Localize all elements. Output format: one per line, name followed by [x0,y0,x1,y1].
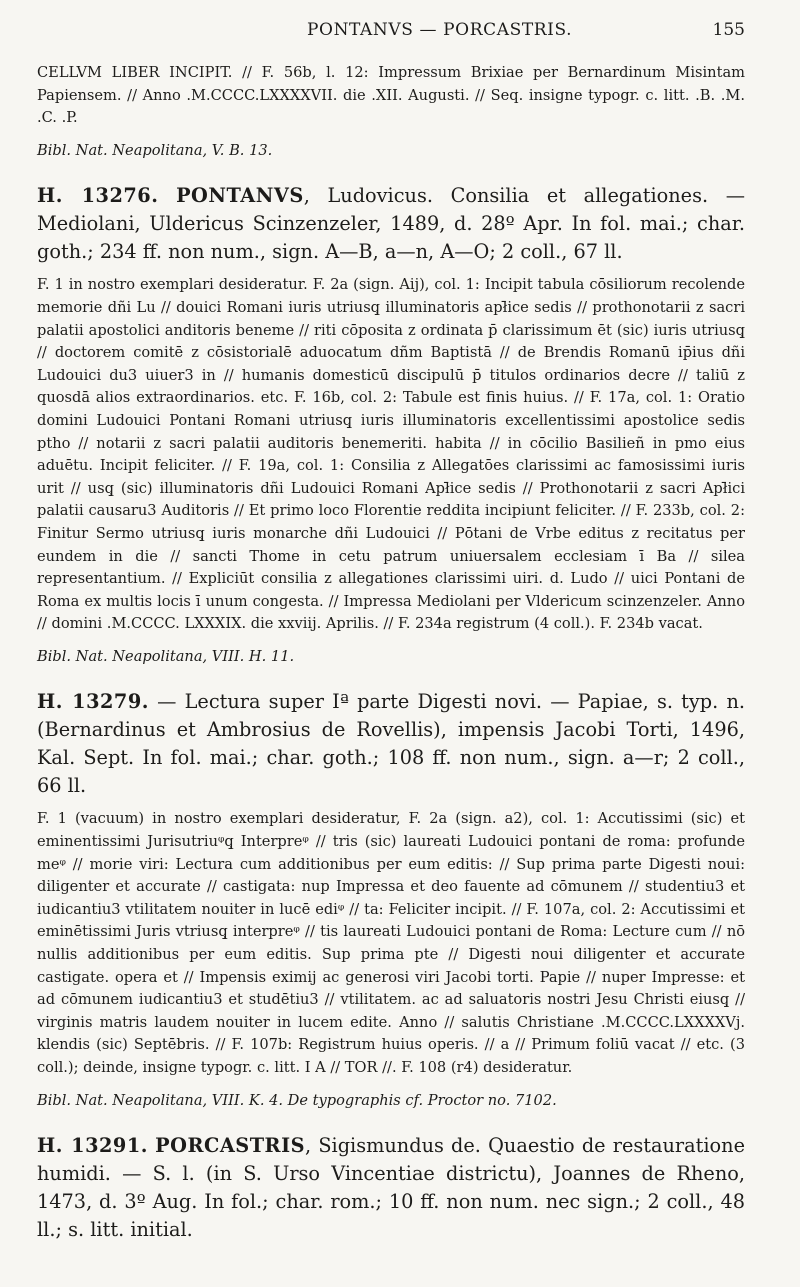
entry-13291-heading [37,1132,745,1244]
entry-13291-author: PORCASTRIS [155,1134,306,1158]
entry-13279-heading [37,688,745,800]
entry-13279-bibl: Bibl. Nat. Neapolitana, VIII. K. 4. De typographis cf. Proctor no. 7102. [37,1091,557,1109]
entry-13276-author: PONTANVS [176,184,304,208]
entry-13279-body: F. 1 (vacuum) in nostro exemplari desideratur, F. 2a (sign. a2), col. 1: Accutissimi (sic) et eminentissimi Jurisutriuᵠq̧ Interpreᵠ // tris (sic) laureati Ludouici pontani de roma: profunde meᵠ // morie viri: Lectura cum additionibus per eum editis: // Sup prima parte Digesti noui: diligenter et accurate // castigata: nup Impressa et deo fauente ad cōmunem // studentiu3 et iudicantiu3 vtilitatem nouiter in lucē ediᵠ // ta: Feliciter incipit. // F. 107a, col. 2: Accutissimi et eminētissimi Juris vtriusq̧ interpreᵠ // tis laureati Ludouici pontani de Roma: Lecture cum // nō nullis additionibus per eum editis. Sup prima pte // Digesti noui diligenter et accurate castigate. opera et // Impensis eximij ac generosi viri Jacobi torti. Papie // nuper Impresse: et ad cōmunem iudicantiu3 et studētiu3 // vtilitatem. ac ad saluatoris nostri Jesu Christi eiusq̧ // virginis matris laudem nouiter in lucem edite. Anno // salutis Christiane .M.CCCC.LXXXXVj. klendis (sic) Septēbris. // F. 107b: Registrum huius operis. // a // Primum foliū vacat // etc. (3 coll.); deinde, insigne typogr. c. litt. I A // TOR //. F. 108 (r4) desideratur. [37,810,745,1076]
entry-13276-number: H. 13276. [37,184,159,208]
page-number: 155 [712,20,745,40]
prev-entry-bibl: Bibl. Nat. Neapolitana, V. B. 13. [37,141,273,159]
running-title: PONTANVS — PORCASTRIS. [307,20,573,40]
entry-13276-bibl: Bibl. Nat. Neapolitana, VIII. H. 11. [37,647,295,665]
entry-13279-number: H. 13279. [37,690,149,714]
entry-13276-body: F. 1 in nostro exemplari desideratur. F. 2a (sign. Aij), col. 1: Incipit tabula cōsiliorum recolende memorie dñi Lu // douici Romani iuris utriusq̧ illuminatoris apł̄ice sedis // prothonotarii z sacri palatii apostolici anditoris beneme // riti cōposita z ordinata p̄ clarissimum ēt (sic) iuris utriusq̧ // doctorem comitē z cōsistorialē aduocatum dñm Baptistā // de Brendis Romanū ip̄ius dñi Ludouici du3 uiuer3 in // humanis domesticū discipulū p̄ titulos ordinarios decre // taliū z quosdā alios extraordinarios. etc. F. 16b, col. 2: Tabule est finis huius. // F. 17a, col. 1: Oratio domini Ludouici Pontani Romani utriusq̧ iuris illuminatoris excellentissimi apostolice sedis ptho // notarii z sacri palatii auditoris benemeriti. habita // in cōcilio Basilieñ in pmo eius aduētu. Incipit feliciter. // F. 19a, col. 1: Consilia z Allegatōes clarissimi ac famosissimi iuris urit // usq̧ (sic) illuminatoris dñi Ludouici Romani Apł̄ice sedis // Prothonotarii z sacri Apł̄ici palatii causaru3 Auditoris // Et primo loco Florentie reddita incipiunt feliciter. // F. 233b, col. 2: Finitur Sermo utriusq̧ iuris monarche dñi Ludouici // Pōtani de Vrbe editus z recitatus per eundem in die // sancti Thome in cetu patrum uniuersalem ecclesiam ī Ba // silea representantium. // Expliciūt consilia z allegationes clarissimi uiri. d. Ludo // uici Pontani de Roma ex multis locis ī unum congesta. // Impressa Mediolani per Vldericum scinzenzeler. Anno // domini .M.CCCC. LXXXIX. die xxviij. Aprilis. // F. 234a registrum (4 coll.). F. 234b vacat. [37,276,745,633]
entry-13276-title: , Ludovicus. Consilia et allegationes. — Mediolani, Uldericus Scinzenzeler, 1489, d. 28º Apr. In fol. mai.; char. goth.; 234 ff. non num., sign. A—B, a—n, A—O; 2 coll., 67 ll. [37,184,746,264]
running-head [37,20,745,40]
entry-13276-heading [37,182,745,266]
prev-entry-colophon: CELLVM LIBER INCIPIT. // F. 56b, l. 12: Impressum Brixiae per Bernardinum Misintam Papiensem. // Anno .M.CCCC.LXXXXVII. die .XII. Augusti. // Seq. insigne typogr. c. litt. .B. .M. .C. .P. [37,64,745,127]
entry-13291-title: , Sigismundus de. Quaestio de restauratione humidi. — S. l. (in S. Urso Vincentiae districtu), Joannes de Rheno, 1473, d. 3º Aug. In fol.; char. rom.; 10 ff. non num. nec sign.; 2 coll., 48 ll.; s. litt. initial. [37,1134,745,1242]
entry-13291-number: H. 13291. [37,1134,148,1158]
entry-13279-title: — Lectura super Iª parte Digesti novi. — Papiae, s. typ. n. (Bernardinus et Ambrosius de Rovellis), impensis Jacobi Torti, 1496, Kal. Sept. In fol. mai.; char. goth.; 108 ff. non num., sign. a—r; 2 coll., 66 ll. [37,690,745,798]
